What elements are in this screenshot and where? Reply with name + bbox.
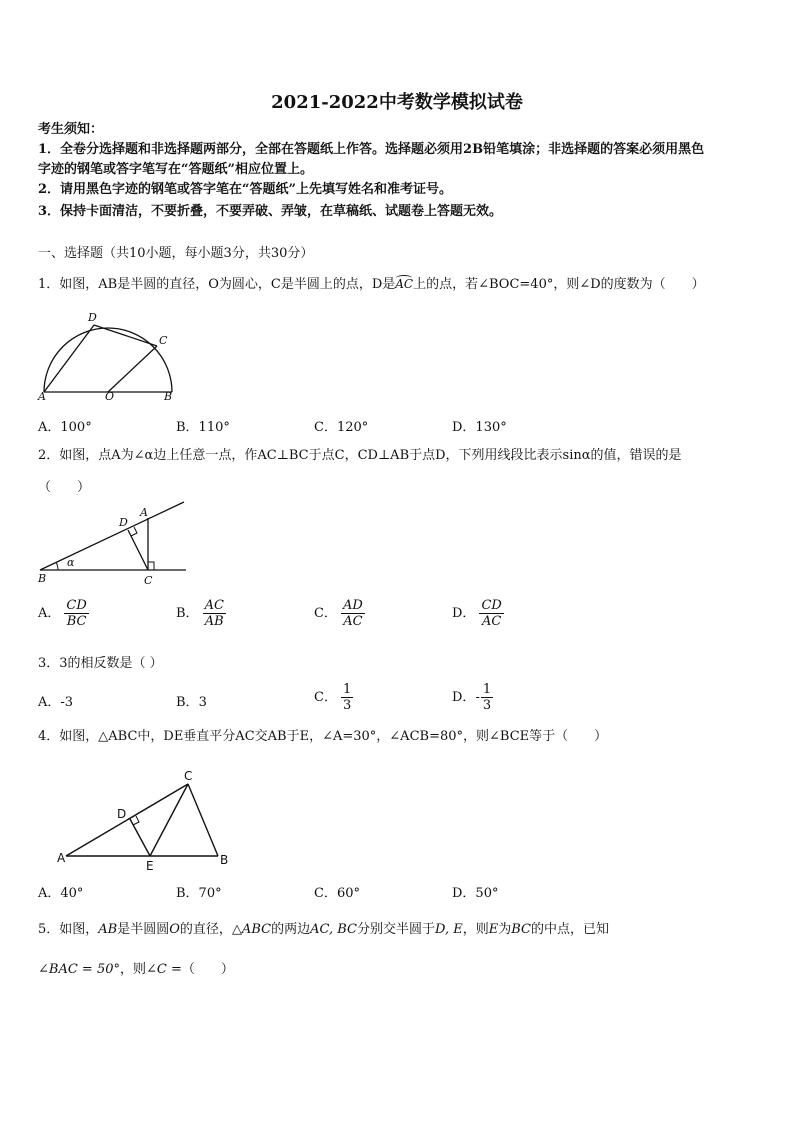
q1-arc: AC: [395, 277, 414, 291]
q2-option-d: D． $\frac{CD}{AC}$: [452, 598, 502, 629]
question-2-paren: （ ）: [38, 480, 91, 495]
q2-label-c: C: [144, 574, 153, 587]
q1-label-b: B: [164, 390, 173, 402]
q1-label-o: O: [105, 390, 115, 402]
q2-option-c: C． $\frac{AD}{AC}$: [314, 598, 363, 629]
q4-option-a: A．40°: [38, 886, 84, 901]
q4-option-c: C．60°: [314, 886, 360, 901]
q2-label-d: D: [119, 516, 128, 529]
q2-label-a: A: [140, 506, 148, 519]
q3-option-b: B．3: [176, 695, 207, 710]
section-heading: 一、选择题（共10小题，每小题3分，共30分）: [38, 246, 314, 261]
q4-label-a: A: [57, 851, 66, 865]
page-title: 2021-2022中考数学模拟试卷: [271, 92, 523, 113]
notice-line-3: 2．请用黑色字迹的钢笔或答字笔在“答题纸”上先填写姓名和准考证号。: [38, 182, 453, 197]
q4-label-b: B: [220, 853, 229, 867]
notice-line-2: 字迹的钢笔或答字笔写在“答题纸”相应位置上。: [38, 162, 313, 177]
question-5-line-2: ∠BAC = 50°，则∠C =（ ）: [38, 962, 234, 977]
q3-option-d: D．- $\frac{1}{3}$: [452, 682, 492, 713]
q1-text-a: 1．如图，AB是半圆的直径，O为圆心，C是半圆上的点，D是: [38, 277, 396, 292]
notice-line-1: 1．全卷分选择题和非选择题两部分，全部在答题纸上作答。选择题必须用2B铅笔填涂；非选择题的答案必须用黑色: [38, 142, 705, 157]
q1-figure: [36, 308, 178, 402]
q1-option-c: C．120°: [314, 420, 369, 435]
q4-figure: [56, 764, 236, 872]
q1-label-d: D: [88, 311, 97, 324]
q1-text-b: 上的点，若∠BOC=40°，则∠D的度数为（ ）: [413, 277, 705, 292]
notice-heading: 考生须知：: [38, 122, 104, 137]
q1-label-a: A: [38, 390, 46, 402]
q2-label-b: B: [38, 572, 47, 585]
q4-label-d: D: [117, 807, 127, 821]
q3-option-c: C． $\frac{1}{3}$: [314, 682, 352, 713]
q2-figure: [36, 496, 188, 588]
q3-option-a: A．-3: [38, 695, 74, 710]
q4-label-c: C: [184, 769, 193, 783]
q4-option-d: D．50°: [452, 886, 499, 901]
q1-option-d: D．130°: [452, 420, 507, 435]
question-2: 2．如图，点A为∠α边上任意一点，作AC⊥BC于点C，CD⊥AB于点D，下列用线段比表示sinα的值，错误的是: [38, 448, 682, 463]
q4-option-b: B．70°: [176, 886, 222, 901]
q2-option-b: B． $\frac{AC}{AB}$: [176, 598, 224, 629]
notice-line-4: 3．保持卡面清洁，不要折叠，不要弄破、弄皱，在草稿纸、试题卷上答题无效。: [38, 204, 503, 219]
q2-option-a: A． $\frac{CD}{BC}$: [38, 598, 87, 629]
q4-label-e: E: [146, 859, 154, 872]
question-5: 5．如图，AB是半圆圆O的直径，△ABC的两边AC, BC分别交半圆于D, E，则E为BC的中点，已知: [38, 922, 610, 937]
q1-option-b: B．110°: [176, 420, 230, 435]
question-1: [38, 274, 768, 295]
q1-label-c: C: [159, 334, 168, 347]
q2-label-alpha: α: [67, 556, 75, 569]
question-4: 4．如图，△ABC中，DE垂直平分AC交AB于E，∠A=30°，∠ACB=80°，则∠BCE等于（ ）: [38, 729, 608, 744]
q1-option-a: A．100°: [38, 420, 92, 435]
question-3: 3．3的相反数是（ ）: [38, 656, 163, 671]
